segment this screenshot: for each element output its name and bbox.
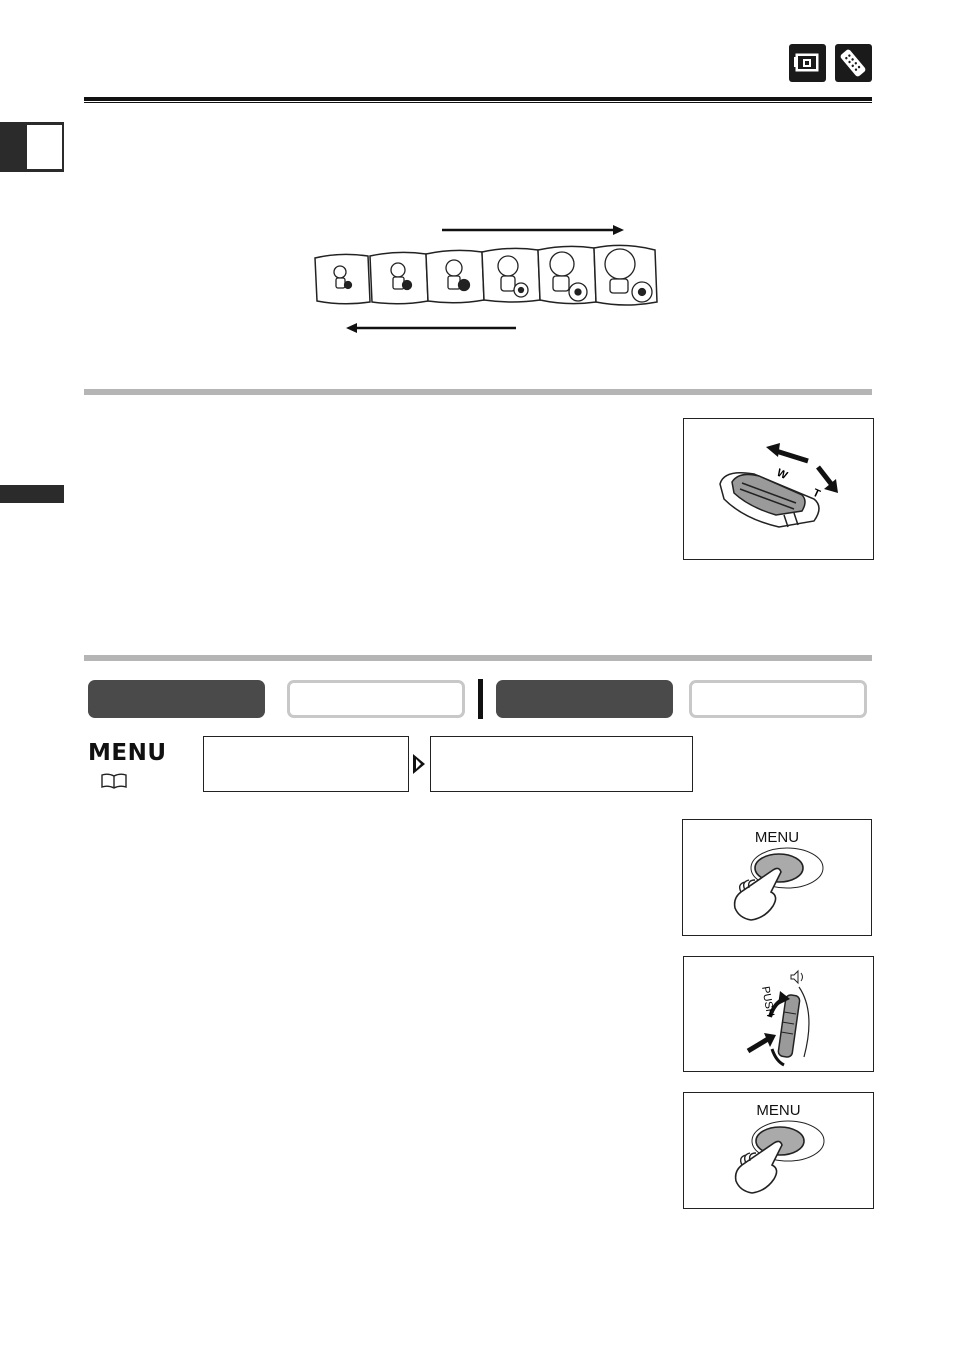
menu-path-arrow-icon bbox=[411, 752, 427, 776]
camera-mode-icon bbox=[789, 44, 826, 82]
wide-label: W bbox=[774, 466, 790, 483]
book-icon bbox=[100, 772, 128, 790]
zoom-illustration bbox=[310, 222, 660, 337]
selector-dial-figure bbox=[683, 956, 874, 1072]
push-label: PUSH bbox=[759, 985, 777, 1018]
mode-separator bbox=[478, 679, 483, 719]
section-divider-2 bbox=[84, 655, 872, 661]
mode-indicator-4 bbox=[689, 680, 867, 718]
header-rule bbox=[84, 97, 872, 101]
menu-button-figure-2 bbox=[683, 1092, 874, 1209]
menu-path-box-1 bbox=[203, 736, 409, 792]
menu-path-box-2 bbox=[430, 736, 693, 792]
section-divider bbox=[84, 389, 872, 395]
chapter-tab-window bbox=[26, 124, 63, 170]
tele-label: T bbox=[810, 486, 822, 501]
menu-button-label-1: MENU bbox=[754, 829, 800, 846]
header-rule-thin bbox=[84, 102, 872, 103]
menu-button-label-2: MENU bbox=[756, 1102, 801, 1119]
mode-indicator-3 bbox=[496, 680, 673, 718]
menu-button-figure-1 bbox=[682, 819, 872, 936]
mode-indicator-2 bbox=[287, 680, 465, 718]
menu-title: MENU bbox=[88, 740, 167, 766]
section-marker bbox=[0, 485, 64, 503]
mode-indicator-1 bbox=[88, 680, 265, 718]
film-strip bbox=[315, 245, 657, 305]
wireless-controller-icon bbox=[835, 44, 872, 82]
zoom-lever-figure bbox=[683, 418, 874, 560]
